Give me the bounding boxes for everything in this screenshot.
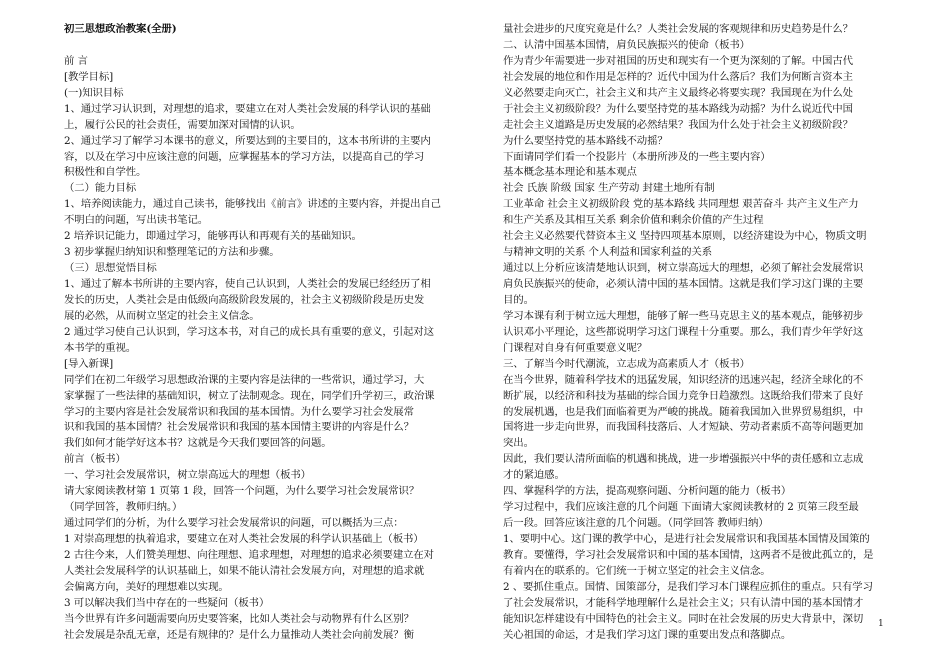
text-line: 本书学的重视。 [64,341,137,354]
text-line: 2 、要抓住重点。国情、国策部分，是我们学习本门课程应抓住的重点。只有学习 [503,580,873,593]
text-line: 前 言 [64,54,88,67]
text-line: 家掌握了一些法律的基础知识，树立了法制观念。现在，同学们升学初三，政治课 [64,389,435,402]
text-line: 积极性和自学性。 [64,166,147,179]
text-line: 同学们在初二年级学习思想政治课的主要内容是法律的一些常识，通过学习，大 [64,373,425,386]
text-line: [导入新课] [64,357,114,370]
text-line: 学习的主要内容是社会发展常识和我国的基本国情。为什么要学习社会发展常 [64,405,414,418]
text-line: 会偏离方向，美好的理想难以实现。 [64,580,229,593]
text-line: 为什么要坚持党的基本路线不动摇？ [503,134,668,147]
text-line: 我们如何才能学好这本书？这就是今天我们要回答的问题。 [64,437,332,450]
text-line: 3 可以解决我们当中存在的一些疑问（板书） [64,596,270,609]
left-column [64,22,462,644]
text-line: 三、了解当今时代潮流，立志成为高素质人才（板书） [503,357,750,370]
text-line: 后一段。回答应该注意的几个问题。（同学回答 教师归纳） [503,517,769,530]
text-line: 基本概念基本理论和基本观点 [503,166,637,179]
text-line: 与精神文明的关系 个人利益和国家利益的关系 [503,246,713,259]
document-title: 初三思想政治教案(全册) [64,23,177,35]
text-line: 社会主义必然要代替资本主义 坚持四项基本原则，以经济建设为中心，物质文明 [503,230,867,243]
text-line: 通过同学们的分析，为什么要学习社会发展常识的问题，可以概括为三点： [64,517,404,530]
text-line: (一)知识目标 [64,86,124,99]
text-line: 1、通过了解本书所讲的主要内容，使自己认识到，人类社会的发展已经经历了相 [64,278,431,290]
text-line: 1 对崇高理想的执着追求，要建立在对人类社会发展的科学认识基础上（板书） [64,533,424,545]
text-line: 2 培养识记能力，即通过学习，能够再认和再观有关的基础知识。 [64,230,362,243]
page-number: 1 [878,619,884,629]
title-spacer [64,38,462,54]
text-line: 人类社会发展科学的认识基础上，如果不能认清社会发展方向，对理想的追求就 [64,564,425,577]
text-line: 2 古往今来，人们赞美理想、向往理想、追求理想，对理想的追求必须要建立在对 [64,548,434,561]
text-line: 前言（板书） [64,453,126,466]
text-line: 1、要明中心。这门课的教学中心，是进行社会发展常识和我国基本国情及国策的 [503,533,870,545]
text-line: 才的紧迫感。 [503,469,565,482]
text-line: 作为青少年需要进一步对祖国的历史和现实有一个更为深刻的了解。中国古代 [503,54,853,67]
text-line: 门课程对自身有何重要意义呢？ [503,341,648,354]
text-line: 发长的历史，人类社会是由低级向高级阶段发展的，社会主义初级阶段是历史发 [64,293,425,306]
text-line: 义必然要走向灭亡，社会主义和共产主义最终必将要实现？我国现在为什么处 [503,86,853,99]
text-line: [教学目标] [64,70,114,83]
text-line: 3 初步掌握归纳知识和整理笔记的方法和步骤。 [64,246,280,259]
text-line: 下面请同学们看一个投影片（本册所涉及的一些主要内容） [503,150,771,163]
text-line: 能知识怎样建设有中国特色的社会主义。同时在社会发展的历史大背景中，深切 [503,612,864,625]
text-line: 1、通过学习认识到，对理想的追求，要建立在对人类社会发展的科学认识的基础 [64,102,431,115]
text-line: 通过以上分析应该清楚地认识到，树立崇高远大的理想，必须了解社会发展常识 [503,262,864,275]
text-line: 因此，我们要认清所面临的机遇和挑战，进一步增强振兴中华的责任感和立志成 [503,453,864,466]
text-line: 社会发展的地位和作用是怎样的？近代中国为什么落后？我们为何断言资本主 [503,70,853,83]
text-line: 请大家阅读教材第 1 页第 1 段，回答一个问题，为什么要学习社会发展常识？ [64,485,420,498]
text-line: 社会发展是杂乱无章，还是有规律的？是什么力量推动人类社会向前发展？衡 [64,628,414,641]
text-line: 于社会主义初级阶段？为什么要坚持党的基本路线为动摇？为什么说近代中国 [503,102,853,115]
text-line: 肩负民族振兴的使命，必须认清中国的基本国情。这就是我们学习这门课的主要 [503,278,864,290]
text-line: 工业革命 社会主义初级阶段 党的基本路线 共同理想 艰苦奋斗 共产主义生产力 [503,198,859,211]
text-line: 断扩展，以经济和科技为基础的综合国力竞争日趋激烈。这既给我们带来了良好 [503,389,864,402]
text-line: 当今世界有许多问题需要向历史要答案，比如人类社会与动物界有什么区别？ [64,612,414,625]
text-line: 2 通过学习使自己认识到，学习这本书，对自己的成长具有重要的意义，引起对这 [64,325,434,338]
text-line: 量社会进步的尺度究竟是什么？人类社会发展的客观规律和历史趋势是什么？ [503,23,853,35]
right-text-block [503,22,895,644]
left-text-block [64,54,462,644]
text-line: 教育。要懂得，学习社会发展常识和中国的基本国情，这两者不是彼此孤立的，是 [503,548,874,561]
text-line: 突出。 [503,437,534,450]
text-line: 了社会发展常识，才能科学地理解什么是社会主义；只有认清中国的基本国情才 [503,596,864,609]
text-line: （二）能力目标 [64,182,137,195]
text-line: 2、通过学习了解学习本课书的意义，所要达到的主要目的，这本书所讲的主要内 [64,134,431,147]
text-line: 1、培养阅读能力，通过自己读书，能够找出《前言》讲述的主要内容，并提出自己 [64,198,441,211]
text-line: 二、认清中国基本国情，肩负民族振兴的使命（板书） [503,38,750,51]
text-line: 和生产关系及其相互关系 剩余价值和剩余价值的产生过程 [503,214,764,227]
text-line: 关心祖国的命运，才是我们学习这门课的重要出发点和落脚点。 [503,628,792,641]
text-line: 社会 氏族 阶级 国家 生产劳动 封建土地所有制 [503,182,715,195]
text-line: 认识邓小平理论，这些都说明学习这门课程十分重要。那么，我们青少年学好这 [503,325,864,338]
text-line: 上，履行公民的社会责任，需要加深对国情的认识。 [64,118,301,131]
text-line: 有着内在的联系的。它们统一于树立坚定的社会主义信念。 [503,564,771,577]
text-line: 四、掌握科学的方法，提高观察问题、分析问题的能力（板书） [503,485,792,498]
text-line: 展的必然，从而树立坚定的社会主义信念。 [64,309,260,322]
text-line: 国将进一步走向世界，而我国科技落后、人才短缺、劳动者素质不高等问题更加 [503,421,864,434]
text-line: （三）思想觉悟目标 [64,262,157,275]
text-line: （同学回答，教师归纳。） [64,501,183,514]
text-line: 学习过程中，我们应该注意的几个问题 下面请大家阅读教材的 2 页第三段至最 [503,501,859,514]
text-line: 识和我国的基本国情？社会发展常识和我国的基本国情主要讲的内容是什么？ [64,421,414,434]
text-line: 不明白的问题，写出读书笔记。 [64,214,209,227]
text-line: 目的。 [503,293,534,306]
text-line: 学习本课有利于树立远大理想，能够了解一些马克思主义的基本观点，能够初步 [503,309,864,322]
text-line: 在当今世界，随着科学技术的迅猛发展，知识经济的迅速兴起，经济全球化的不 [503,373,864,386]
text-line: 一、学习社会发展常识，树立崇高远大的理想（板书） [64,469,311,482]
right-column [503,22,895,644]
text-line: 容，以及在学习中应该注意的问题，应掌握基本的学习方法，以提高自己的学习 [64,150,425,163]
text-line: 的发展机遇，也是我们面临着更为严峻的挑战。随着我国加入世界贸易组织，中 [503,405,864,418]
text-line: 走社会主义道路是历史发展的必然结果？我国为什么处于社会主义初级阶段？ [503,118,853,131]
